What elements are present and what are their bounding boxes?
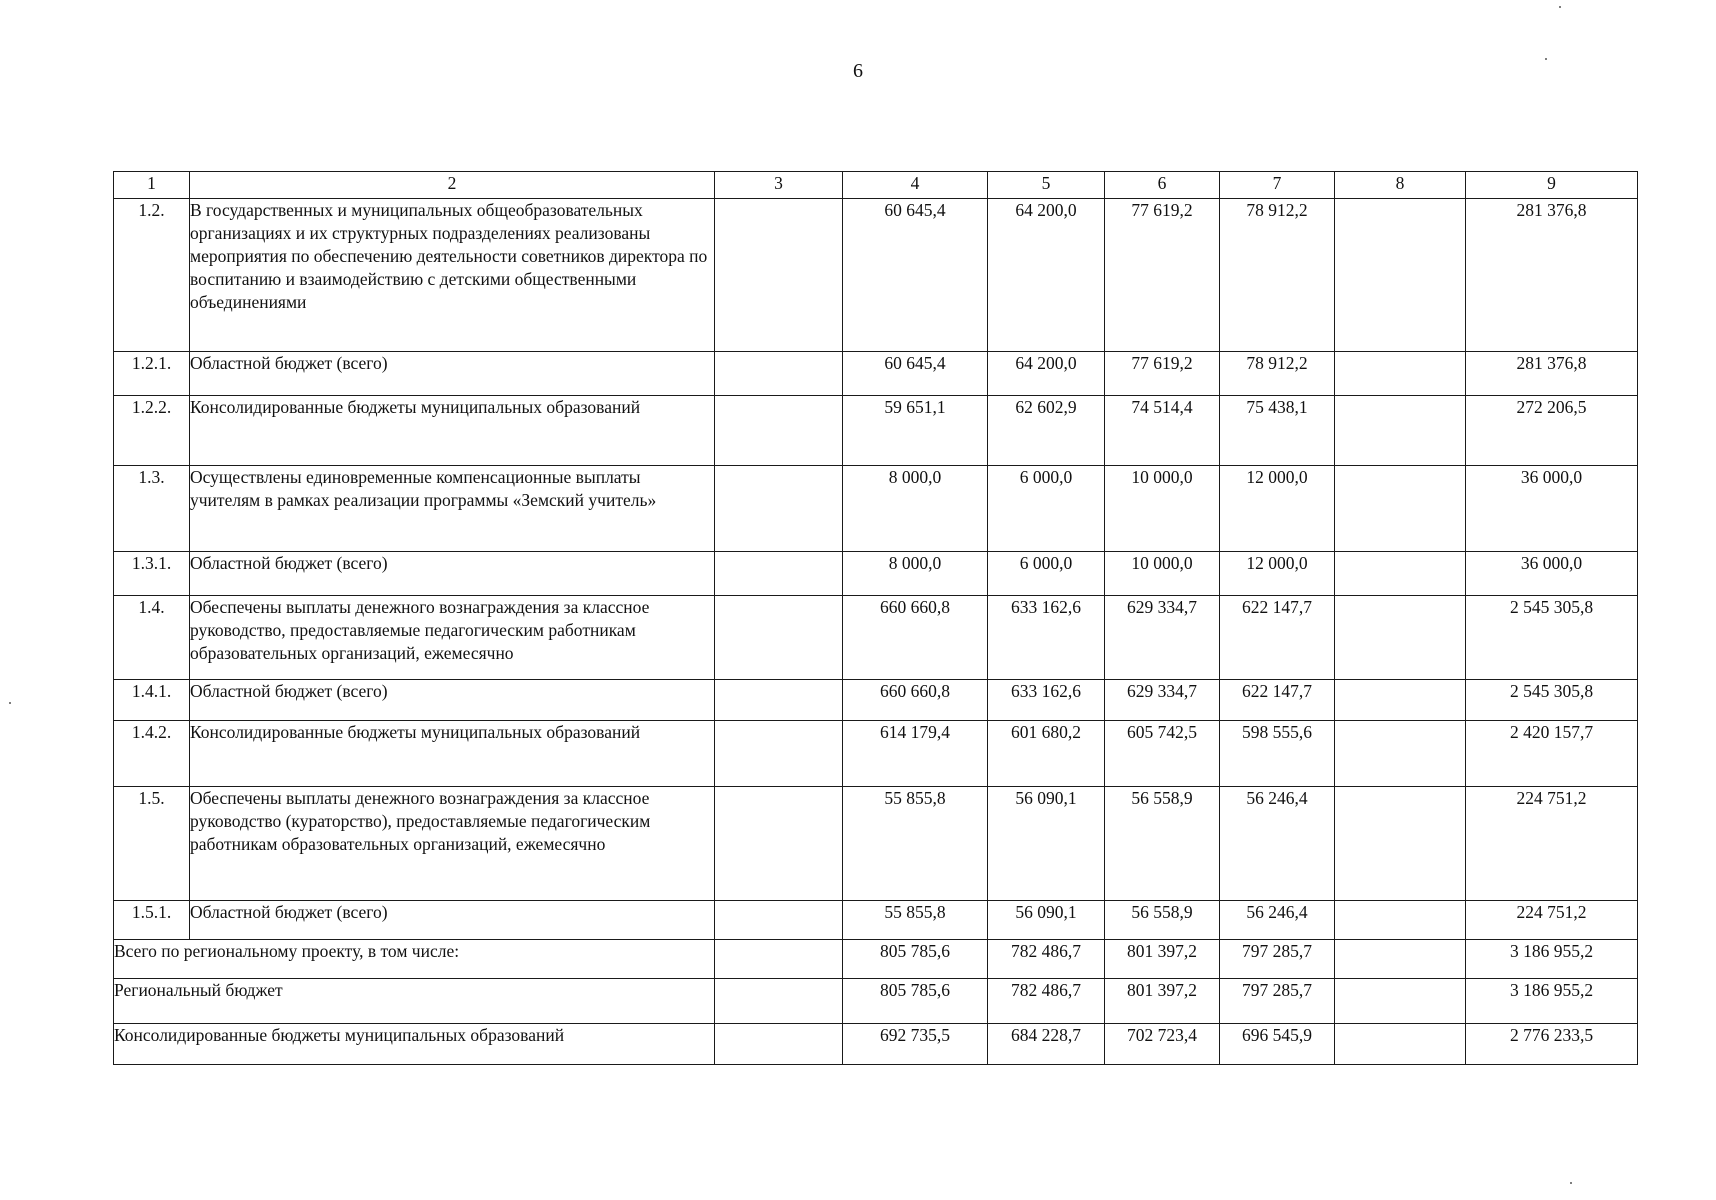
table-row: [114, 901, 1638, 940]
table-row: [114, 199, 1638, 352]
totals-value-c6: 801 397,2: [1105, 979, 1220, 1024]
totals-row: [114, 1024, 1638, 1065]
table-row: [114, 396, 1638, 466]
value-cell-c9: 224 751,2: [1466, 787, 1638, 901]
totals-value-c9: 3 186 955,2: [1466, 979, 1638, 1024]
value-cell-c8: [1335, 466, 1466, 552]
totals-value-c8: [1335, 1024, 1466, 1065]
page-number: 6: [853, 60, 863, 82]
value-cell-c4: 55 855,8: [843, 901, 988, 940]
value-cell-c8: [1335, 552, 1466, 596]
value-cell-c4: 660 660,8: [843, 680, 988, 721]
totals-row: [114, 940, 1638, 979]
value-cell-c3: [715, 596, 843, 680]
value-cell-c8: [1335, 352, 1466, 396]
row-description: В государственных и муниципальных общеобразовательных организациях и их структурных подразделениях реализованы мероприятия по обеспечению деятельности советников директора по воспитанию и взаимодействию с детскими общественными объединениями: [190, 199, 715, 352]
row-description: Областной бюджет (всего): [190, 680, 715, 721]
value-cell-c3: [715, 199, 843, 352]
value-cell-c7: 12 000,0: [1220, 552, 1335, 596]
value-cell-c5: 56 090,1: [988, 901, 1105, 940]
totals-value-c6: 702 723,4: [1105, 1024, 1220, 1065]
value-cell-c7: 75 438,1: [1220, 396, 1335, 466]
totals-value-c8: [1335, 979, 1466, 1024]
table-row: [114, 352, 1638, 396]
value-cell-c5: 62 602,9: [988, 396, 1105, 466]
value-cell-c7: 622 147,7: [1220, 680, 1335, 721]
totals-value-c5: 782 486,7: [988, 979, 1105, 1024]
row-number: 1.4.1.: [114, 680, 190, 721]
row-description: Областной бюджет (всего): [190, 901, 715, 940]
totals-value-c4: 692 735,5: [843, 1024, 988, 1065]
row-number: 1.2.1.: [114, 352, 190, 396]
totals-row: [114, 979, 1638, 1024]
table-row: [114, 596, 1638, 680]
header-cell: 9: [1466, 172, 1638, 199]
value-cell-c6: 56 558,9: [1105, 901, 1220, 940]
totals-value-c7: 696 545,9: [1220, 1024, 1335, 1065]
value-cell-c3: [715, 901, 843, 940]
header-cell: 5: [988, 172, 1105, 199]
row-description: Обеспечены выплаты денежного вознаграждения за классное руководство, предоставляемые педагогическим работникам образовательных организаций, ежемесячно: [190, 596, 715, 680]
table-row: [114, 680, 1638, 721]
value-cell-c6: 605 742,5: [1105, 721, 1220, 787]
row-description: Консолидированные бюджеты муниципальных образований: [190, 396, 715, 466]
value-cell-c9: 272 206,5: [1466, 396, 1638, 466]
table-row: [114, 721, 1638, 787]
value-cell-c6: 77 619,2: [1105, 352, 1220, 396]
value-cell-c5: 56 090,1: [988, 787, 1105, 901]
row-number: 1.2.: [114, 199, 190, 352]
row-number: 1.4.: [114, 596, 190, 680]
value-cell-c3: [715, 352, 843, 396]
value-cell-c8: [1335, 901, 1466, 940]
value-cell-c9: 36 000,0: [1466, 552, 1638, 596]
value-cell-c7: 622 147,7: [1220, 596, 1335, 680]
header-cell: 8: [1335, 172, 1466, 199]
totals-value-c3: [715, 940, 843, 979]
value-cell-c4: 55 855,8: [843, 787, 988, 901]
totals-value-c5: 782 486,7: [988, 940, 1105, 979]
value-cell-c9: 36 000,0: [1466, 466, 1638, 552]
value-cell-c6: 629 334,7: [1105, 596, 1220, 680]
value-cell-c7: 56 246,4: [1220, 901, 1335, 940]
header-cell: 3: [715, 172, 843, 199]
value-cell-c6: 77 619,2: [1105, 199, 1220, 352]
value-cell-c5: 633 162,6: [988, 596, 1105, 680]
value-cell-c6: 10 000,0: [1105, 466, 1220, 552]
table-row: [114, 466, 1638, 552]
row-number: 1.5.1.: [114, 901, 190, 940]
value-cell-c7: 78 912,2: [1220, 199, 1335, 352]
row-description: Обеспечены выплаты денежного вознаграждения за классное руководство (кураторство), предоставляемые педагогическим работникам образовательных организаций, ежемесячно: [190, 787, 715, 901]
value-cell-c8: [1335, 396, 1466, 466]
scan-speck: [1570, 1182, 1572, 1184]
row-description: Областной бюджет (всего): [190, 552, 715, 596]
value-cell-c8: [1335, 596, 1466, 680]
budget-table-body: [114, 172, 1638, 1065]
header-cell: 7: [1220, 172, 1335, 199]
row-number: 1.2.2.: [114, 396, 190, 466]
totals-label: Консолидированные бюджеты муниципальных образований: [114, 1024, 715, 1065]
value-cell-c8: [1335, 787, 1466, 901]
budget-table: [113, 171, 1638, 1065]
totals-value-c4: 805 785,6: [843, 979, 988, 1024]
header-cell: 6: [1105, 172, 1220, 199]
scan-speck: [9, 702, 11, 704]
row-number: 1.3.1.: [114, 552, 190, 596]
row-description: Осуществлены единовременные компенсационные выплаты учителям в рамках реализации программы «Земский учитель»: [190, 466, 715, 552]
value-cell-c4: 8 000,0: [843, 466, 988, 552]
totals-value-c7: 797 285,7: [1220, 979, 1335, 1024]
totals-value-c9: 3 186 955,2: [1466, 940, 1638, 979]
header-cell: 1: [114, 172, 190, 199]
header-cell: 2: [190, 172, 715, 199]
value-cell-c9: 2 545 305,8: [1466, 680, 1638, 721]
value-cell-c6: 74 514,4: [1105, 396, 1220, 466]
totals-value-c7: 797 285,7: [1220, 940, 1335, 979]
value-cell-c4: 60 645,4: [843, 352, 988, 396]
value-cell-c3: [715, 721, 843, 787]
value-cell-c5: 6 000,0: [988, 552, 1105, 596]
value-cell-c9: 2 545 305,8: [1466, 596, 1638, 680]
value-cell-c4: 614 179,4: [843, 721, 988, 787]
table-row: [114, 787, 1638, 901]
table-row: [114, 552, 1638, 596]
totals-label: Всего по региональному проекту, в том числе:: [114, 940, 715, 979]
value-cell-c6: 629 334,7: [1105, 680, 1220, 721]
totals-value-c3: [715, 979, 843, 1024]
value-cell-c7: 56 246,4: [1220, 787, 1335, 901]
totals-value-c5: 684 228,7: [988, 1024, 1105, 1065]
value-cell-c9: 224 751,2: [1466, 901, 1638, 940]
table-header-row: [114, 172, 1638, 199]
row-description: Консолидированные бюджеты муниципальных образований: [190, 721, 715, 787]
row-number: 1.4.2.: [114, 721, 190, 787]
value-cell-c3: [715, 787, 843, 901]
value-cell-c3: [715, 680, 843, 721]
value-cell-c7: 78 912,2: [1220, 352, 1335, 396]
value-cell-c9: 281 376,8: [1466, 199, 1638, 352]
value-cell-c8: [1335, 721, 1466, 787]
value-cell-c5: 633 162,6: [988, 680, 1105, 721]
value-cell-c5: 64 200,0: [988, 199, 1105, 352]
totals-value-c4: 805 785,6: [843, 940, 988, 979]
totals-value-c3: [715, 1024, 843, 1065]
value-cell-c8: [1335, 199, 1466, 352]
value-cell-c3: [715, 396, 843, 466]
value-cell-c6: 10 000,0: [1105, 552, 1220, 596]
row-number: 1.3.: [114, 466, 190, 552]
value-cell-c4: 60 645,4: [843, 199, 988, 352]
value-cell-c4: 660 660,8: [843, 596, 988, 680]
value-cell-c7: 12 000,0: [1220, 466, 1335, 552]
scan-speck: [1545, 58, 1547, 60]
row-number: 1.5.: [114, 787, 190, 901]
value-cell-c6: 56 558,9: [1105, 787, 1220, 901]
value-cell-c4: 59 651,1: [843, 396, 988, 466]
value-cell-c5: 601 680,2: [988, 721, 1105, 787]
value-cell-c9: 281 376,8: [1466, 352, 1638, 396]
value-cell-c7: 598 555,6: [1220, 721, 1335, 787]
totals-value-c8: [1335, 940, 1466, 979]
value-cell-c5: 64 200,0: [988, 352, 1105, 396]
value-cell-c9: 2 420 157,7: [1466, 721, 1638, 787]
value-cell-c3: [715, 552, 843, 596]
value-cell-c4: 8 000,0: [843, 552, 988, 596]
value-cell-c3: [715, 466, 843, 552]
value-cell-c5: 6 000,0: [988, 466, 1105, 552]
value-cell-c8: [1335, 680, 1466, 721]
header-cell: 4: [843, 172, 988, 199]
totals-value-c9: 2 776 233,5: [1466, 1024, 1638, 1065]
scan-speck: [1559, 6, 1561, 8]
totals-value-c6: 801 397,2: [1105, 940, 1220, 979]
totals-label: Региональный бюджет: [114, 979, 715, 1024]
row-description: Областной бюджет (всего): [190, 352, 715, 396]
